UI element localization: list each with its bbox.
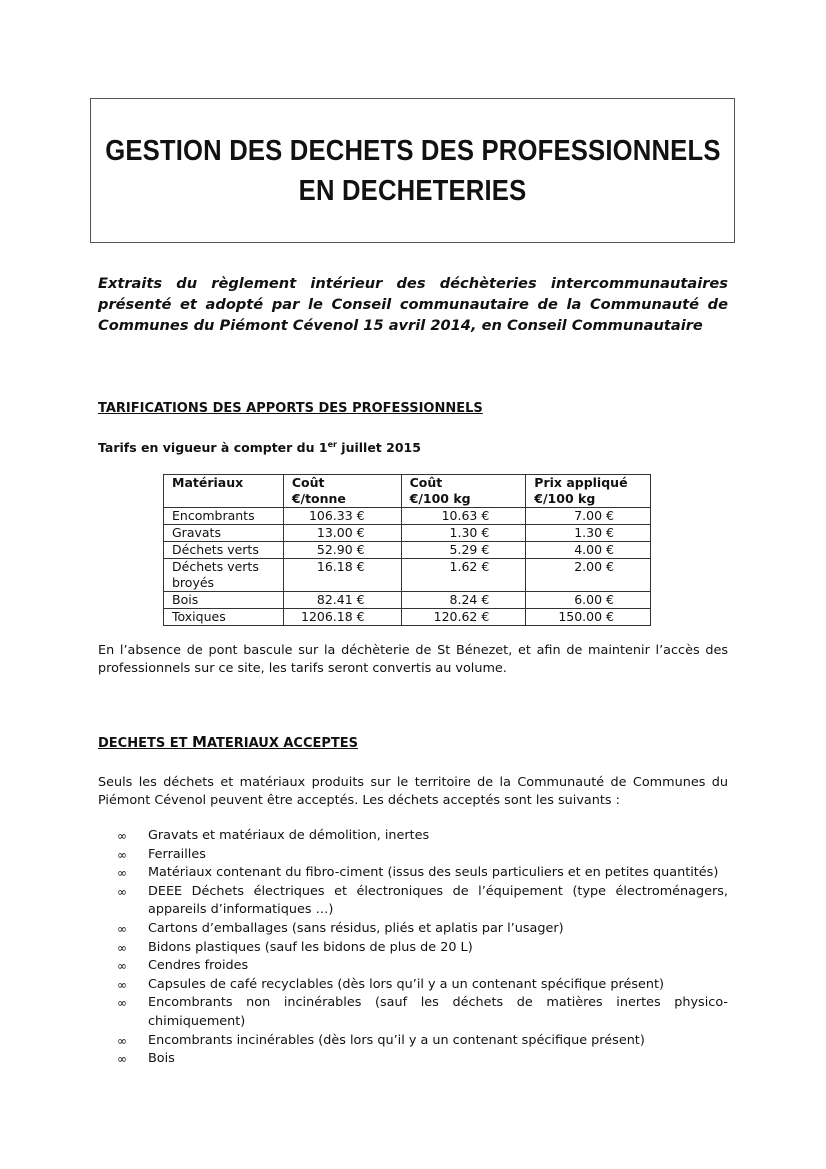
list-item-text: Matériaux contenant du fibro-ciment (issus des seuls particuliers et en petites quantités) (148, 865, 719, 881)
dechets-heading-part2: ATERIAUX ACCEPTES (206, 736, 359, 751)
list-item (98, 846, 728, 865)
dechets-intro-paragraph: Seuls les déchets et matériaux produits sur le territoire de la Communauté de Communes du Piémont Cévenol peuvent être acceptés. Les déchets acceptés sont les suivants : (98, 775, 728, 808)
cell-price: 7.00 € (526, 508, 651, 525)
absence-paragraph: En l’absence de pont bascule sur la déchèterie de St Bénezet, et afin de maintenir l’accès des professionnels sur ce site, les tarifs seront convertis au volume. (98, 643, 728, 676)
cell-price: 2.00 € (526, 559, 651, 592)
table-row (164, 609, 651, 626)
infinity-bullet-icon: ∞ (117, 847, 127, 862)
list-item (98, 976, 728, 995)
page-title-line-1: GESTION DES DECHETS DES PROFESSIONNELS (104, 134, 721, 167)
cell-material: Toxiques (164, 609, 284, 626)
cell-cost-tonne: 52.90 € (283, 542, 401, 559)
list-item-text: Bidons plastiques (sauf les bidons de plus de 20 L) (148, 939, 473, 955)
infinity-bullet-icon: ∞ (117, 866, 127, 881)
infinity-bullet-icon: ∞ (117, 977, 127, 992)
infinity-bullet-icon: ∞ (117, 1033, 127, 1048)
vigueur-text: Tarifs en vigueur à compter du 1 (98, 440, 328, 455)
cell-cost-tonne: 1206.18 € (283, 609, 401, 626)
list-item-text: DEEE Déchets électriques et électroniques de l’équipement (type électroménagers, appareils d’informatiques …) (148, 883, 728, 918)
list-item (98, 920, 728, 939)
intro-paragraph: Extraits du règlement intérieur des déchèteries intercommunautaires présenté et adopté par le Conseil communautaire de la Communauté de Communes du Piémont Cévenol 15 avril 2014, en Conseil Communautaire (98, 275, 728, 334)
col-header-line: Matériaux (172, 475, 244, 490)
title-box (90, 98, 735, 243)
col-header-line: Prix appliqué (534, 475, 628, 490)
list-item (98, 939, 728, 958)
list-item (98, 827, 728, 846)
table-header-row (164, 475, 651, 508)
col-header-line: €/100 kg (409, 491, 471, 506)
tarifs-heading: TARIFICATIONS DES APPORTS DES PROFESSIONNELS (98, 401, 483, 416)
col-header-line: Coût (291, 475, 325, 490)
list-item-text: Capsules de café recyclables (dès lors qu’il y a un contenant spécifique présent) (148, 976, 664, 992)
table-row (164, 559, 651, 592)
list-item-text: Encombrants incinérables (dès lors qu’il y a un contenant spécifique présent) (148, 1032, 645, 1048)
cell-price: 1.30 € (526, 525, 651, 542)
cell-cost-100kg: 5.29 € (401, 542, 526, 559)
table-row (164, 592, 651, 609)
col-header-materiaux (164, 475, 284, 508)
cell-cost-100kg: 120.62 € (401, 609, 526, 626)
accepted-items-list (98, 827, 728, 1069)
cell-cost-100kg: 1.62 € (401, 559, 526, 592)
cell-cost-tonne: 13.00 € (283, 525, 401, 542)
col-header-line: Coût (409, 475, 443, 490)
list-item (98, 1050, 728, 1069)
list-item-text: Cendres froides (148, 958, 249, 974)
cell-price: 6.00 € (526, 592, 651, 609)
infinity-bullet-icon: ∞ (117, 996, 127, 1011)
infinity-bullet-icon: ∞ (117, 959, 127, 974)
infinity-bullet-icon: ∞ (117, 1052, 127, 1067)
cell-price: 4.00 € (526, 542, 651, 559)
col-header-cout-tonne (283, 475, 401, 508)
col-header-prix-applique (526, 475, 651, 508)
vigueur-date: juillet 2015 (336, 440, 421, 455)
infinity-bullet-icon: ∞ (117, 921, 127, 936)
cell-cost-tonne: 106.33 € (283, 508, 401, 525)
cell-cost-100kg: 8.24 € (401, 592, 526, 609)
table-row (164, 525, 651, 542)
list-item-text: Bois (148, 1051, 175, 1067)
cell-cost-100kg: 10.63 € (401, 508, 526, 525)
col-header-cout-100kg (401, 475, 526, 508)
cell-material: Déchets verts broyés (164, 559, 284, 592)
cell-cost-tonne: 16.18 € (283, 559, 401, 592)
cell-cost-tonne: 82.41 € (283, 592, 401, 609)
col-header-line: €/tonne (291, 491, 346, 506)
dechets-heading (98, 733, 358, 751)
tarifs-table (163, 474, 651, 626)
page-title-line-2: EN DECHETERIES (298, 174, 527, 207)
list-item-text: Cartons d’emballages (sans résidus, pliés et aplatis par l’usager) (148, 920, 564, 936)
list-item (98, 1032, 728, 1051)
list-item (98, 994, 728, 1031)
cell-material: Déchets verts (164, 542, 284, 559)
list-item-text: Ferrailles (148, 846, 206, 862)
cell-material: Encombrants (164, 508, 284, 525)
infinity-bullet-icon: ∞ (117, 940, 127, 955)
table-row (164, 542, 651, 559)
cell-material: Gravats (164, 525, 284, 542)
table-row (164, 508, 651, 525)
list-item (98, 864, 728, 883)
cell-cost-100kg: 1.30 € (401, 525, 526, 542)
infinity-bullet-icon: ∞ (117, 829, 127, 843)
vigueur-sup: er (327, 440, 337, 449)
infinity-bullet-icon: ∞ (117, 884, 127, 899)
dechets-heading-initial: M (192, 733, 207, 751)
tarifs-vigueur-line (98, 440, 421, 455)
cell-material: Bois (164, 592, 284, 609)
list-item-text: Gravats et matériaux de démolition, inertes (148, 828, 430, 843)
list-item (98, 957, 728, 976)
list-item (98, 883, 728, 920)
list-item-text: Encombrants non incinérables (sauf les déchets de matières inertes physico-chimiquement) (148, 995, 728, 1029)
dechets-heading-part1: DECHETS ET (98, 736, 193, 751)
cell-price: 150.00 € (526, 609, 651, 626)
col-header-line: €/100 kg (534, 491, 596, 506)
